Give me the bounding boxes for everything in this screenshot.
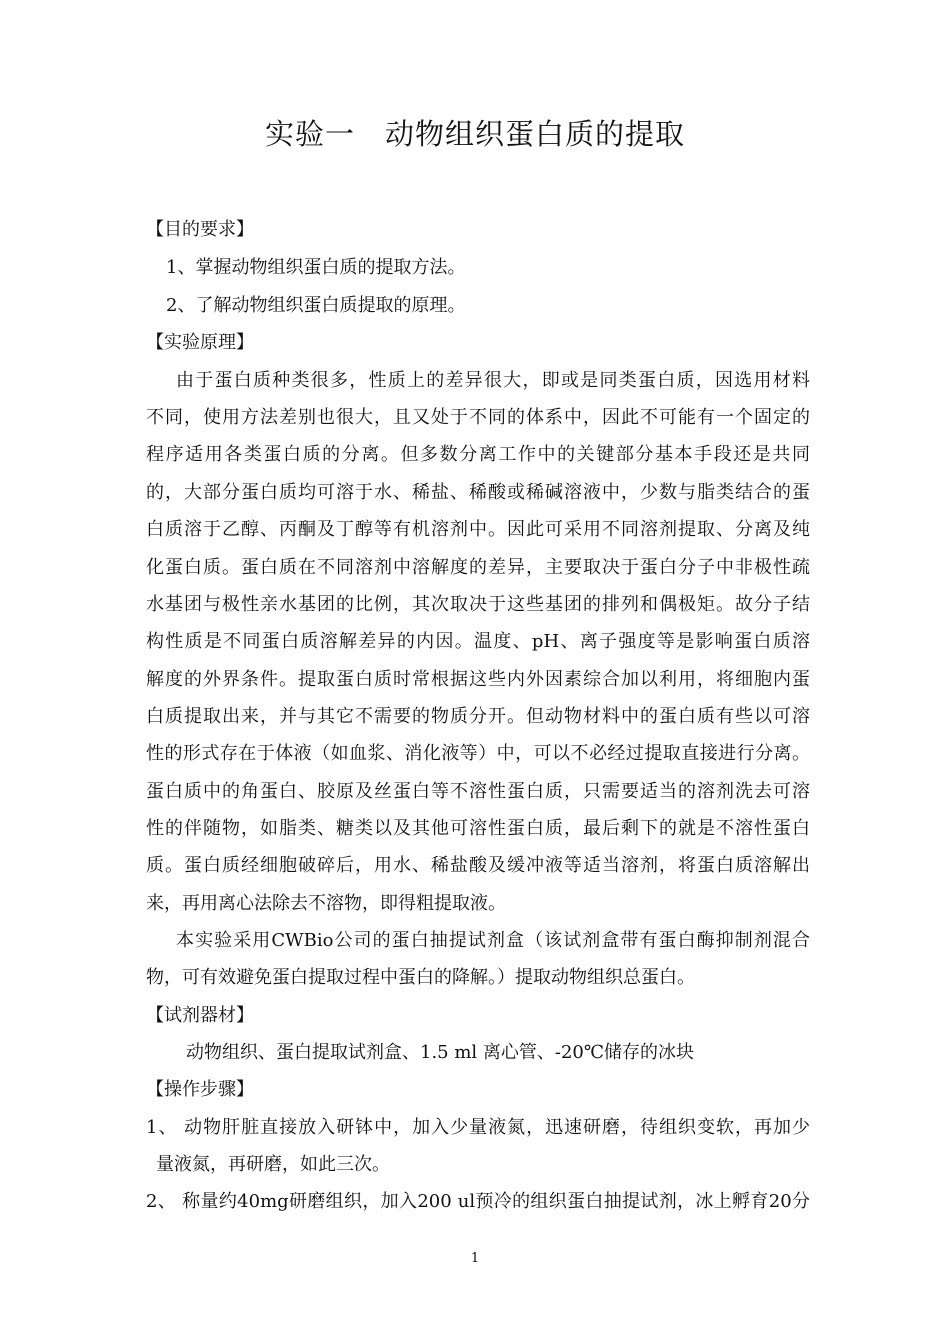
- paragraph-line: 本实验采用CWBio公司的蛋白抽提试剂盒（该试剂盒带有蛋白酶抑制剂混合: [176, 930, 810, 951]
- paragraph-line: 水基团与极性亲水基团的比例，其次取决于这些基团的排列和偶极矩。故分子结: [146, 594, 810, 615]
- paragraph-line: 白质提取出来，并与其它不需要的物质分开。但动物材料中的蛋白质有些以可溶: [146, 706, 810, 727]
- paragraph-line: 化蛋白质。蛋白质在不同溶剂中溶解度的差异，主要取决于蛋白分子中非极性疏: [146, 557, 810, 578]
- step-item: 2、 称量约40mg研磨组织，加入200 ul预冷的组织蛋白抽提试剂，冰上孵育20分: [146, 1191, 810, 1212]
- page-title: 实验一 动物组织蛋白质的提取: [264, 117, 685, 151]
- paragraph-line: 性的形式存在于体液（如血浆、消化液等）中，可以不必经过提取直接进行分离。: [146, 743, 810, 764]
- paragraph-line: 构性质是不同蛋白质溶解差异的内因。温度、pH、离子强度等是影响蛋白质溶: [146, 631, 810, 652]
- paragraph-line: 来，再用离心法除去不溶物，即得粗提取液。: [146, 893, 506, 914]
- paragraph-line: 蛋白质中的角蛋白、胶原及丝蛋白等不溶性蛋白质，只需要适当的溶剂洗去可溶: [146, 781, 810, 802]
- section-heading-objectives: 【目的要求】: [146, 219, 254, 240]
- paragraph-line: 由于蛋白质种类很多，性质上的差异很大，即或是同类蛋白质，因选用材料: [176, 370, 810, 391]
- step-item: 1、 动物肝脏直接放入研钵中，加入少量液氮，迅速研磨，待组织变软，再加少: [146, 1117, 810, 1138]
- paragraph-line: 程序适用各类蛋白质的分离。但多数分离工作中的关键部分基本手段还是共同: [146, 444, 810, 465]
- section-heading-procedure: 【操作步骤】: [146, 1079, 254, 1100]
- paragraph-line: 解度的外界条件。提取蛋白质时常根据这些内外因素综合加以利用，将细胞内蛋: [146, 669, 810, 690]
- paragraph-line: 不同，使用方法差别也很大，且又处于不同的体系中，因此不可能有一个固定的: [146, 407, 810, 428]
- list-item: 2、了解动物组织蛋白质提取的原理。: [166, 295, 466, 316]
- page-number: 1: [470, 1251, 480, 1266]
- step-item-continuation: 量液氮，再研磨，如此三次。: [156, 1154, 390, 1175]
- paragraph-line: 物，可有效避免蛋白提取过程中蛋白的降解。）提取动物组织总蛋白。: [146, 967, 695, 988]
- paragraph-line: 质。蛋白质经细胞破碎后，用水、稀盐酸及缓冲液等适当溶剂，将蛋白质溶解出: [146, 855, 810, 876]
- section-heading-materials: 【试剂器材】: [146, 1005, 254, 1026]
- materials-line: 动物组织、蛋白提取试剂盒、1.5 ml 离心管、-20℃储存的冰块: [186, 1042, 695, 1063]
- paragraph-line: 性的伴随物，如脂类、糖类以及其他可溶性蛋白质，最后剩下的就是不溶性蛋白: [146, 818, 810, 839]
- list-item: 1、掌握动物组织蛋白质的提取方法。: [166, 257, 466, 278]
- section-heading-principle: 【实验原理】: [146, 332, 254, 353]
- paragraph-line: 白质溶于乙醇、丙酮及丁醇等有机溶剂中。因此可采用不同溶剂提取、分离及纯: [146, 519, 810, 540]
- paragraph-line: 的，大部分蛋白质均可溶于水、稀盐、稀酸或稀碱溶液中，少数与脂类结合的蛋: [146, 482, 810, 503]
